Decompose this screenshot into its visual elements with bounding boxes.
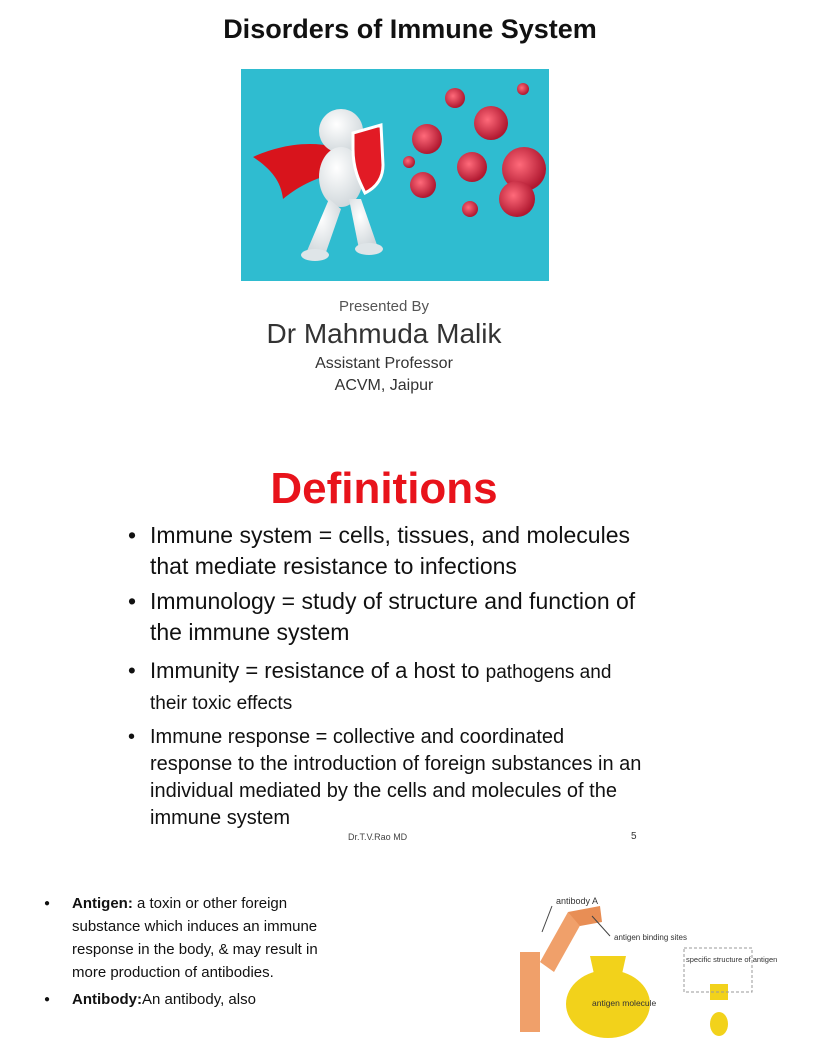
slide-footer-author: Dr.T.V.Rao MD xyxy=(348,832,408,842)
antigen-molecule-label: antigen molecule xyxy=(592,998,657,1008)
definition-text: Immunity = resistance of a host to xyxy=(150,658,486,683)
definitions-title: Definitions xyxy=(270,464,498,513)
presenter-role: Assistant Professor xyxy=(315,355,453,372)
superhero-virus-illustration xyxy=(241,69,549,281)
list-item xyxy=(44,988,334,1011)
antigen-antibody-list xyxy=(44,892,334,1015)
term-definition: a toxin or other foreign substance which induces an immune response in the body, & may result in more production of antibodies. xyxy=(72,895,318,981)
list-item xyxy=(44,892,334,984)
list-item xyxy=(128,520,648,582)
presenter-name: Dr Mahmuda Malik xyxy=(266,318,502,349)
title-slide xyxy=(0,0,768,440)
definition-text: Immunology = study of structure and function of the immune system xyxy=(150,588,636,645)
term-label: Antigen: xyxy=(72,895,133,912)
antigen-slide xyxy=(0,870,778,1024)
definition-text-continued: pathogens and their toxic effects xyxy=(150,662,612,714)
antibody-label: antibody A xyxy=(556,896,599,906)
definition-text: Immune response = collective and coordinated response to the introduction of foreign substances in an individual mediated by the cells and molecules of the immune system xyxy=(150,726,642,829)
antibody-antigen-diagram xyxy=(510,882,778,1042)
definitions-list xyxy=(128,520,648,832)
list-item xyxy=(128,656,648,718)
term-label: Antibody: xyxy=(72,991,142,1008)
antibody-binding-diagram xyxy=(510,882,778,1042)
list-item xyxy=(128,724,648,832)
slide-page-number: 5 xyxy=(631,831,637,842)
definitions-slide xyxy=(0,440,768,870)
specific-structure-label: specific structure of antigen xyxy=(686,955,778,964)
presented-by-label: Presented By xyxy=(338,298,430,315)
list-item xyxy=(128,586,648,648)
hero-illustration xyxy=(241,69,549,281)
slide-title: Disorders of Immune System xyxy=(223,14,597,44)
presenter-organization: ACVM, Jaipur xyxy=(334,377,434,394)
binding-sites-label: antigen binding sites xyxy=(614,933,687,942)
term-definition: An antibody, also xyxy=(141,991,256,1008)
definition-text: Immune system = cells, tissues, and molecules that mediate resistance to infections xyxy=(150,522,630,579)
